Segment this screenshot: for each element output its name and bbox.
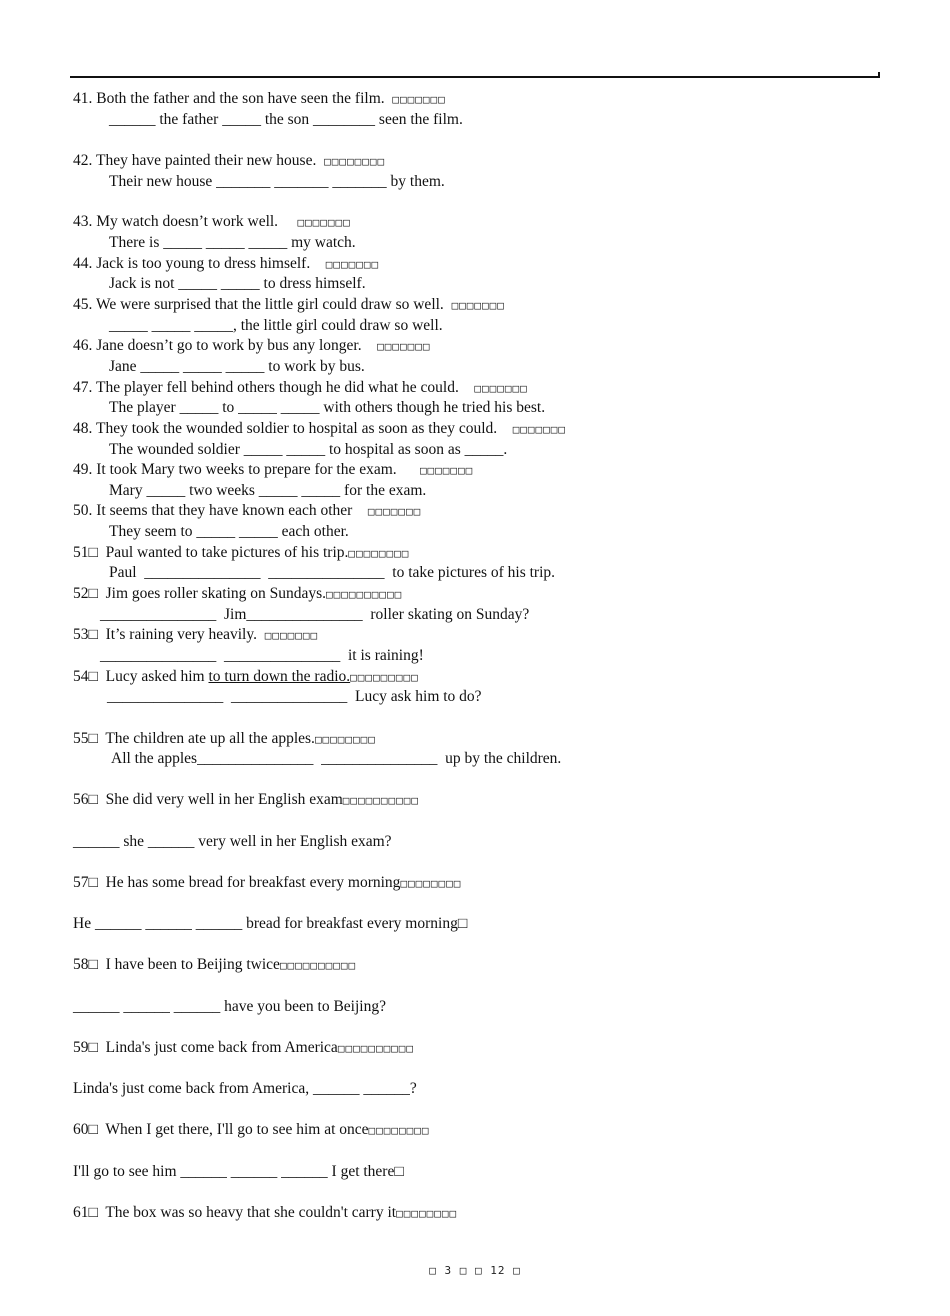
q54-answer: _______________ _______________ Lucy ask him to do? <box>107 688 482 705</box>
q56-answer: ______ she ______ very well in her English exam? <box>73 833 392 850</box>
q48-answer: The wounded soldier _____ _____ to hospital as soon as _____. <box>109 441 508 458</box>
q44-prompt: 44. Jack is too young to dress himself. □□□□□□□ <box>73 255 380 272</box>
q60-prompt: 60□ When I get there, I'll go to see him at once□□□□□□□□ <box>73 1121 430 1138</box>
q54-prompt: 54□ Lucy asked him to turn down the radio.□□□□□□□□□ <box>73 668 419 685</box>
q57-prompt: 57□ He has some bread for breakfast every morning□□□□□□□□ <box>73 874 462 891</box>
q52-answer: _______________ Jim_______________ roller skating on Sunday? <box>100 606 530 623</box>
q58-answer: ______ ______ ______ have you been to Beijing? <box>73 998 386 1015</box>
q49-answer: Mary _____ two weeks _____ _____ for the exam. <box>109 482 427 499</box>
q55-prompt: 55□ The children ate up all the apples.□□□□□□□□ <box>73 730 376 747</box>
header-rule <box>70 76 880 78</box>
q48-prompt: 48. They took the wounded soldier to hospital as soon as they could. □□□□□□□ <box>73 420 567 437</box>
header-rule-tick <box>878 72 880 77</box>
q41-answer: ______ the father _____ the son ________ seen the film. <box>109 111 463 128</box>
q58-prompt: 58□ I have been to Beijing twice□□□□□□□□□□ <box>73 956 357 973</box>
q45-prompt: 45. We were surprised that the little girl could draw so well. □□□□□□□ <box>73 296 505 313</box>
q50-prompt: 50. It seems that they have known each other □□□□□□□ <box>73 502 422 519</box>
q59-prompt: 59□ Linda's just come back from America□□□□□□□□□□ <box>73 1039 415 1056</box>
q45-answer: _____ _____ _____, the little girl could draw so well. <box>109 317 443 334</box>
q61-prompt: 61□ The box was so heavy that she couldn't carry it□□□□□□□□ <box>73 1204 458 1221</box>
q55-answer: All the apples_______________ _______________ up by the children. <box>111 750 562 767</box>
q56-prompt: 56□ She did very well in her English exam□□□□□□□□□□ <box>73 791 420 808</box>
q59-answer: Linda's just come back from America, ______ ______? <box>73 1080 417 1097</box>
q42-prompt: 42. They have painted their new house. □□□□□□□□ <box>73 152 386 169</box>
q60-answer: I'll go to see him ______ ______ ______ I get there□ <box>73 1163 404 1180</box>
q42-answer: Their new house _______ _______ _______ by them. <box>109 173 445 190</box>
q53-prompt: 53□ It’s raining very heavily. □□□□□□□ <box>73 626 319 643</box>
q43-answer: There is _____ _____ _____ my watch. <box>109 234 356 251</box>
q53-answer: _______________ _______________ it is raining! <box>100 647 424 664</box>
q46-prompt: 46. Jane doesn’t go to work by bus any longer. □□□□□□□ <box>73 337 431 354</box>
q43-prompt: 43. My watch doesn’t work well. □□□□□□□ <box>73 213 351 230</box>
q52-prompt: 52□ Jim goes roller skating on Sundays.□□□□□□□□□□ <box>73 585 403 602</box>
q44-answer: Jack is not _____ _____ to dress himself. <box>109 275 366 292</box>
q51-answer: Paul _______________ _______________ to take pictures of his trip. <box>109 564 556 581</box>
page-footer: □ 3 □ □ 12 □ <box>429 1264 521 1277</box>
q41-prompt: 41. Both the father and the son have seen the film. □□□□□□□ <box>73 90 446 107</box>
q50-answer: They seem to _____ _____ each other. <box>109 523 349 540</box>
q47-answer: The player _____ to _____ _____ with others though he tried his best. <box>109 399 546 416</box>
q51-prompt: 51□ Paul wanted to take pictures of his trip.□□□□□□□□ <box>73 544 410 561</box>
q46-answer: Jane _____ _____ _____ to work by bus. <box>109 358 365 375</box>
q47-prompt: 47. The player fell behind others though he did what he could. □□□□□□□ <box>73 379 528 396</box>
q57-answer: He ______ ______ ______ bread for breakfast every morning□ <box>73 915 468 932</box>
q54-underlined-phrase: to turn down the radio. <box>208 668 351 685</box>
q49-prompt: 49. It took Mary two weeks to prepare for the exam. □□□□□□□ <box>73 461 474 478</box>
